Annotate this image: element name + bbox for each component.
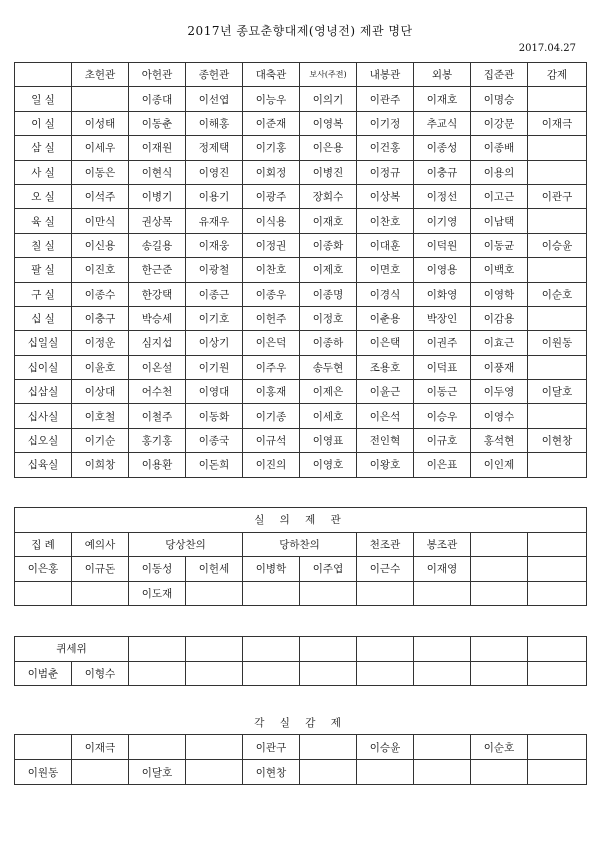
name-cell: 이현창 [528, 428, 587, 452]
name-cell: 이기종 [243, 404, 300, 428]
name-cell: 이진호 [72, 258, 129, 282]
chamber-supervisors-table [14, 710, 587, 785]
name-cell: 이순호 [528, 282, 587, 306]
row-label: 오 실 [15, 184, 72, 208]
name-cell [528, 160, 587, 184]
chamber-supervisors-title: 각 실 감 제 [15, 710, 587, 735]
column-header: 내봉관 [357, 63, 414, 87]
name-cell: 이돈희 [186, 453, 243, 477]
name-cell: 이원동 [528, 331, 587, 355]
header-dangsang-chanui: 당상찬의 [129, 532, 243, 557]
name-cell: 이재원 [129, 136, 186, 160]
empty-cell [528, 735, 587, 760]
name-cell [528, 136, 587, 160]
name-cell [72, 87, 129, 111]
name-cell: 유재우 [186, 209, 243, 233]
name-cell: 한강택 [129, 282, 186, 306]
empty-cell [471, 557, 528, 582]
empty-cell [243, 661, 300, 686]
name-cell: 이종대 [129, 87, 186, 111]
name-cell: 이정권 [243, 233, 300, 257]
row-label: 팔 실 [15, 258, 72, 282]
row-label: 십이실 [15, 355, 72, 379]
name-cell: 이성태 [72, 111, 129, 135]
table-row [15, 258, 587, 282]
name-cell: 송두현 [300, 355, 357, 379]
empty-cell [72, 760, 129, 785]
name-cell: 이병진 [300, 160, 357, 184]
name-cell: 이명승 [471, 87, 528, 111]
name-cell: 이병학 [243, 557, 300, 582]
name-cell: 이정호 [300, 306, 357, 330]
name-cell: 이왕호 [357, 453, 414, 477]
name-cell: 이영진 [186, 160, 243, 184]
empty-cell [243, 637, 300, 662]
header-jiprye: 집 례 [15, 532, 72, 557]
name-cell: 이범춘 [15, 661, 72, 686]
name-cell [528, 306, 587, 330]
name-cell: 이은덕 [243, 331, 300, 355]
row-label: 삼 실 [15, 136, 72, 160]
name-cell: 이은홍 [15, 557, 72, 582]
name-cell: 이강문 [471, 111, 528, 135]
name-cell: 이신용 [72, 233, 129, 257]
empty-cell [300, 637, 357, 662]
column-header: 보사(주전) [300, 63, 357, 87]
row-label: 육 실 [15, 209, 72, 233]
empty-cell [414, 637, 471, 662]
empty-cell [186, 581, 243, 606]
empty-cell [528, 637, 587, 662]
empty-cell [357, 637, 414, 662]
column-header: 아헌관 [129, 63, 186, 87]
empty-cell [129, 661, 186, 686]
name-cell: 이남택 [471, 209, 528, 233]
name-cell: 심지섭 [129, 331, 186, 355]
name-cell: 이기호 [186, 306, 243, 330]
name-cell: 이고근 [471, 184, 528, 208]
name-cell: 이은석 [357, 404, 414, 428]
name-cell: 이윤근 [357, 380, 414, 404]
name-cell: 이종배 [471, 136, 528, 160]
name-cell: 이병기 [129, 184, 186, 208]
name-cell: 이현창 [243, 760, 300, 785]
name-cell: 이홍재 [243, 380, 300, 404]
name-cell: 이기순 [72, 428, 129, 452]
name-cell: 이동균 [471, 233, 528, 257]
empty-cell [129, 735, 186, 760]
name-cell: 이종하 [300, 331, 357, 355]
table-row [15, 331, 587, 355]
name-cell: 이의기 [300, 87, 357, 111]
name-cell: 이관주 [357, 87, 414, 111]
name-cell: 이식용 [243, 209, 300, 233]
name-cell: 이회정 [243, 160, 300, 184]
name-cell: 추교식 [414, 111, 471, 135]
empty-cell [243, 581, 300, 606]
name-cell: 한근준 [129, 258, 186, 282]
name-cell: 이종근 [186, 282, 243, 306]
name-cell: 이규돈 [72, 557, 129, 582]
row-label: 이 실 [15, 111, 72, 135]
name-cell: 이덕원 [414, 233, 471, 257]
name-cell: 이선엽 [186, 87, 243, 111]
row-label: 십삼실 [15, 380, 72, 404]
name-cell: 이영학 [471, 282, 528, 306]
name-cell: 이상기 [186, 331, 243, 355]
name-cell: 이승우 [414, 404, 471, 428]
name-cell: 이달호 [129, 760, 186, 785]
name-cell: 이광철 [186, 258, 243, 282]
header-yeuisa: 예의사 [72, 532, 129, 557]
name-cell: 이용환 [129, 453, 186, 477]
table-row [15, 160, 587, 184]
name-cell: 권상목 [129, 209, 186, 233]
empty-cell [471, 637, 528, 662]
column-header: 집준관 [471, 63, 528, 87]
row-label: 칠 실 [15, 233, 72, 257]
name-cell: 이해홍 [186, 111, 243, 135]
row-label: 십 실 [15, 306, 72, 330]
name-cell: 이재호 [300, 209, 357, 233]
name-cell: 이만식 [72, 209, 129, 233]
empty-cell [414, 581, 471, 606]
name-cell: 이승윤 [357, 735, 414, 760]
table-row [15, 209, 587, 233]
empty-cell [528, 760, 587, 785]
name-cell: 이승윤 [528, 233, 587, 257]
name-cell: 이헌세 [186, 557, 243, 582]
name-cell: 이상대 [72, 380, 129, 404]
name-cell: 이영호 [300, 453, 357, 477]
table-row [15, 233, 587, 257]
name-cell: 이재호 [414, 87, 471, 111]
name-cell [528, 453, 587, 477]
name-cell: 이근수 [357, 557, 414, 582]
name-cell: 이대훈 [357, 233, 414, 257]
name-cell: 이상복 [357, 184, 414, 208]
empty-cell [72, 581, 129, 606]
name-cell: 이주엽 [300, 557, 357, 582]
header-dangha-chanui: 당하찬의 [243, 532, 357, 557]
guisewi-title: 퀴세위 [15, 637, 129, 662]
name-cell [528, 209, 587, 233]
name-cell: 이준재 [243, 111, 300, 135]
name-cell: 이찬호 [357, 209, 414, 233]
name-cell: 이용의 [471, 160, 528, 184]
name-cell: 이온설 [129, 355, 186, 379]
name-cell: 어수천 [129, 380, 186, 404]
name-cell: 이능우 [243, 87, 300, 111]
row-label: 십육실 [15, 453, 72, 477]
name-cell: 조용호 [357, 355, 414, 379]
name-cell [528, 404, 587, 428]
name-cell: 박장인 [414, 306, 471, 330]
name-cell: 이재극 [528, 111, 587, 135]
name-cell: 홍석현 [471, 428, 528, 452]
row-label: 구 실 [15, 282, 72, 306]
name-cell: 이은표 [414, 453, 471, 477]
name-cell: 이진의 [243, 453, 300, 477]
table-row [15, 355, 587, 379]
row-label: 십사실 [15, 404, 72, 428]
column-header: 종헌관 [186, 63, 243, 87]
name-cell: 정제택 [186, 136, 243, 160]
name-cell: 이종우 [243, 282, 300, 306]
name-cell: 이면호 [357, 258, 414, 282]
name-cell: 이풍재 [471, 355, 528, 379]
name-cell: 이충구 [72, 306, 129, 330]
header-bongjogwan: 봉조관 [414, 532, 471, 557]
name-cell: 이두영 [471, 380, 528, 404]
name-cell: 이은용 [300, 136, 357, 160]
empty-cell [129, 637, 186, 662]
guisewi-table [14, 636, 587, 686]
document-date: 2017.04.27 [518, 43, 576, 54]
name-cell: 이백호 [471, 258, 528, 282]
column-header: 외봉 [414, 63, 471, 87]
header-corner [15, 63, 72, 87]
empty-cell [186, 735, 243, 760]
column-header: 감제 [528, 63, 587, 87]
name-cell: 이주우 [243, 355, 300, 379]
name-cell: 이인제 [471, 453, 528, 477]
name-cell: 이동화 [186, 404, 243, 428]
chamber-officials-table [14, 507, 587, 606]
empty-cell [414, 661, 471, 686]
name-cell: 이정운 [72, 331, 129, 355]
empty-cell [528, 532, 587, 557]
name-cell [528, 258, 587, 282]
name-cell: 이정규 [357, 160, 414, 184]
name-cell: 이용기 [186, 184, 243, 208]
name-cell: 이규석 [243, 428, 300, 452]
name-cell: 장회수 [300, 184, 357, 208]
name-cell: 이관구 [528, 184, 587, 208]
name-cell: 이동성 [129, 557, 186, 582]
document-title: 2017년 종묘춘향대제(영녕전) 제관 명단 [187, 24, 413, 38]
empty-cell [357, 581, 414, 606]
empty-cell [528, 581, 587, 606]
name-cell: 이기영 [414, 209, 471, 233]
table-row [15, 306, 587, 330]
empty-cell [186, 760, 243, 785]
name-cell: 이영대 [186, 380, 243, 404]
table-row [15, 428, 587, 452]
row-label: 십일실 [15, 331, 72, 355]
name-cell: 이기정 [357, 111, 414, 135]
name-cell: 이석주 [72, 184, 129, 208]
name-cell: 이감용 [471, 306, 528, 330]
name-cell: 이원동 [15, 760, 72, 785]
name-cell: 이달호 [528, 380, 587, 404]
empty-cell [357, 661, 414, 686]
name-cell: 이종화 [300, 233, 357, 257]
name-cell: 이도재 [129, 581, 186, 606]
name-cell: 이동근 [414, 380, 471, 404]
name-cell: 박승세 [129, 306, 186, 330]
name-cell: 이영표 [300, 428, 357, 452]
name-cell: 이현식 [129, 160, 186, 184]
row-label: 사 실 [15, 160, 72, 184]
row-label: 일 실 [15, 87, 72, 111]
name-cell: 이동은 [72, 160, 129, 184]
name-cell: 송길용 [129, 233, 186, 257]
name-cell: 이종명 [300, 282, 357, 306]
name-cell: 이호철 [72, 404, 129, 428]
header-cheonjogwan: 천조관 [357, 532, 414, 557]
name-cell: 이광주 [243, 184, 300, 208]
name-cell: 이기원 [186, 355, 243, 379]
empty-cell [414, 760, 471, 785]
name-cell: 이재영 [414, 557, 471, 582]
table-row [15, 111, 587, 135]
empty-cell [15, 581, 72, 606]
name-cell: 이영수 [471, 404, 528, 428]
name-cell: 이덕표 [414, 355, 471, 379]
name-cell: 이순호 [471, 735, 528, 760]
table-row [15, 136, 587, 160]
name-cell: 홍기홍 [129, 428, 186, 452]
column-header: 초헌관 [72, 63, 129, 87]
name-cell: 이찬호 [243, 258, 300, 282]
name-cell: 이은택 [357, 331, 414, 355]
name-cell: 이규호 [414, 428, 471, 452]
name-cell: 이형수 [72, 661, 129, 686]
empty-cell [471, 532, 528, 557]
name-cell: 이건홍 [357, 136, 414, 160]
name-cell [528, 355, 587, 379]
name-cell: 이세우 [72, 136, 129, 160]
name-cell: 이윤호 [72, 355, 129, 379]
name-cell: 이제호 [300, 258, 357, 282]
column-header: 대축관 [243, 63, 300, 87]
empty-cell [357, 760, 414, 785]
name-cell: 이제은 [300, 380, 357, 404]
name-cell: 이철주 [129, 404, 186, 428]
name-cell: 이효근 [471, 331, 528, 355]
empty-cell [528, 557, 587, 582]
name-cell: 이재극 [72, 735, 129, 760]
empty-cell [471, 760, 528, 785]
table-row [15, 282, 587, 306]
name-cell: 이영용 [414, 258, 471, 282]
table-row [15, 87, 587, 111]
name-cell: 이관구 [243, 735, 300, 760]
empty-cell [471, 661, 528, 686]
name-cell: 이종국 [186, 428, 243, 452]
table-row [15, 453, 587, 477]
name-cell: 이종성 [414, 136, 471, 160]
name-cell: 전인혁 [357, 428, 414, 452]
name-cell: 이헌주 [243, 306, 300, 330]
table-row [15, 380, 587, 404]
name-cell: 이재웅 [186, 233, 243, 257]
name-cell: 이세호 [300, 404, 357, 428]
row-label: 십오실 [15, 428, 72, 452]
name-cell: 이충규 [414, 160, 471, 184]
chamber-officials-title: 실 의 제 관 [15, 508, 587, 533]
name-cell: 이화영 [414, 282, 471, 306]
empty-cell [300, 735, 357, 760]
empty-cell [471, 581, 528, 606]
officials-table [14, 62, 587, 478]
empty-cell [414, 735, 471, 760]
empty-cell [300, 760, 357, 785]
name-cell: 이춘용 [357, 306, 414, 330]
empty-cell [186, 661, 243, 686]
name-cell: 이희창 [72, 453, 129, 477]
empty-cell [528, 661, 587, 686]
name-cell: 이영복 [300, 111, 357, 135]
name-cell: 이동춘 [129, 111, 186, 135]
empty-cell [186, 637, 243, 662]
name-cell: 이경식 [357, 282, 414, 306]
empty-cell [300, 581, 357, 606]
empty-cell [300, 661, 357, 686]
name-cell [528, 87, 587, 111]
empty-cell [15, 735, 72, 760]
name-cell: 이기홍 [243, 136, 300, 160]
name-cell: 이정선 [414, 184, 471, 208]
name-cell: 이종수 [72, 282, 129, 306]
name-cell: 이권주 [414, 331, 471, 355]
table-row [15, 404, 587, 428]
table-row [15, 184, 587, 208]
